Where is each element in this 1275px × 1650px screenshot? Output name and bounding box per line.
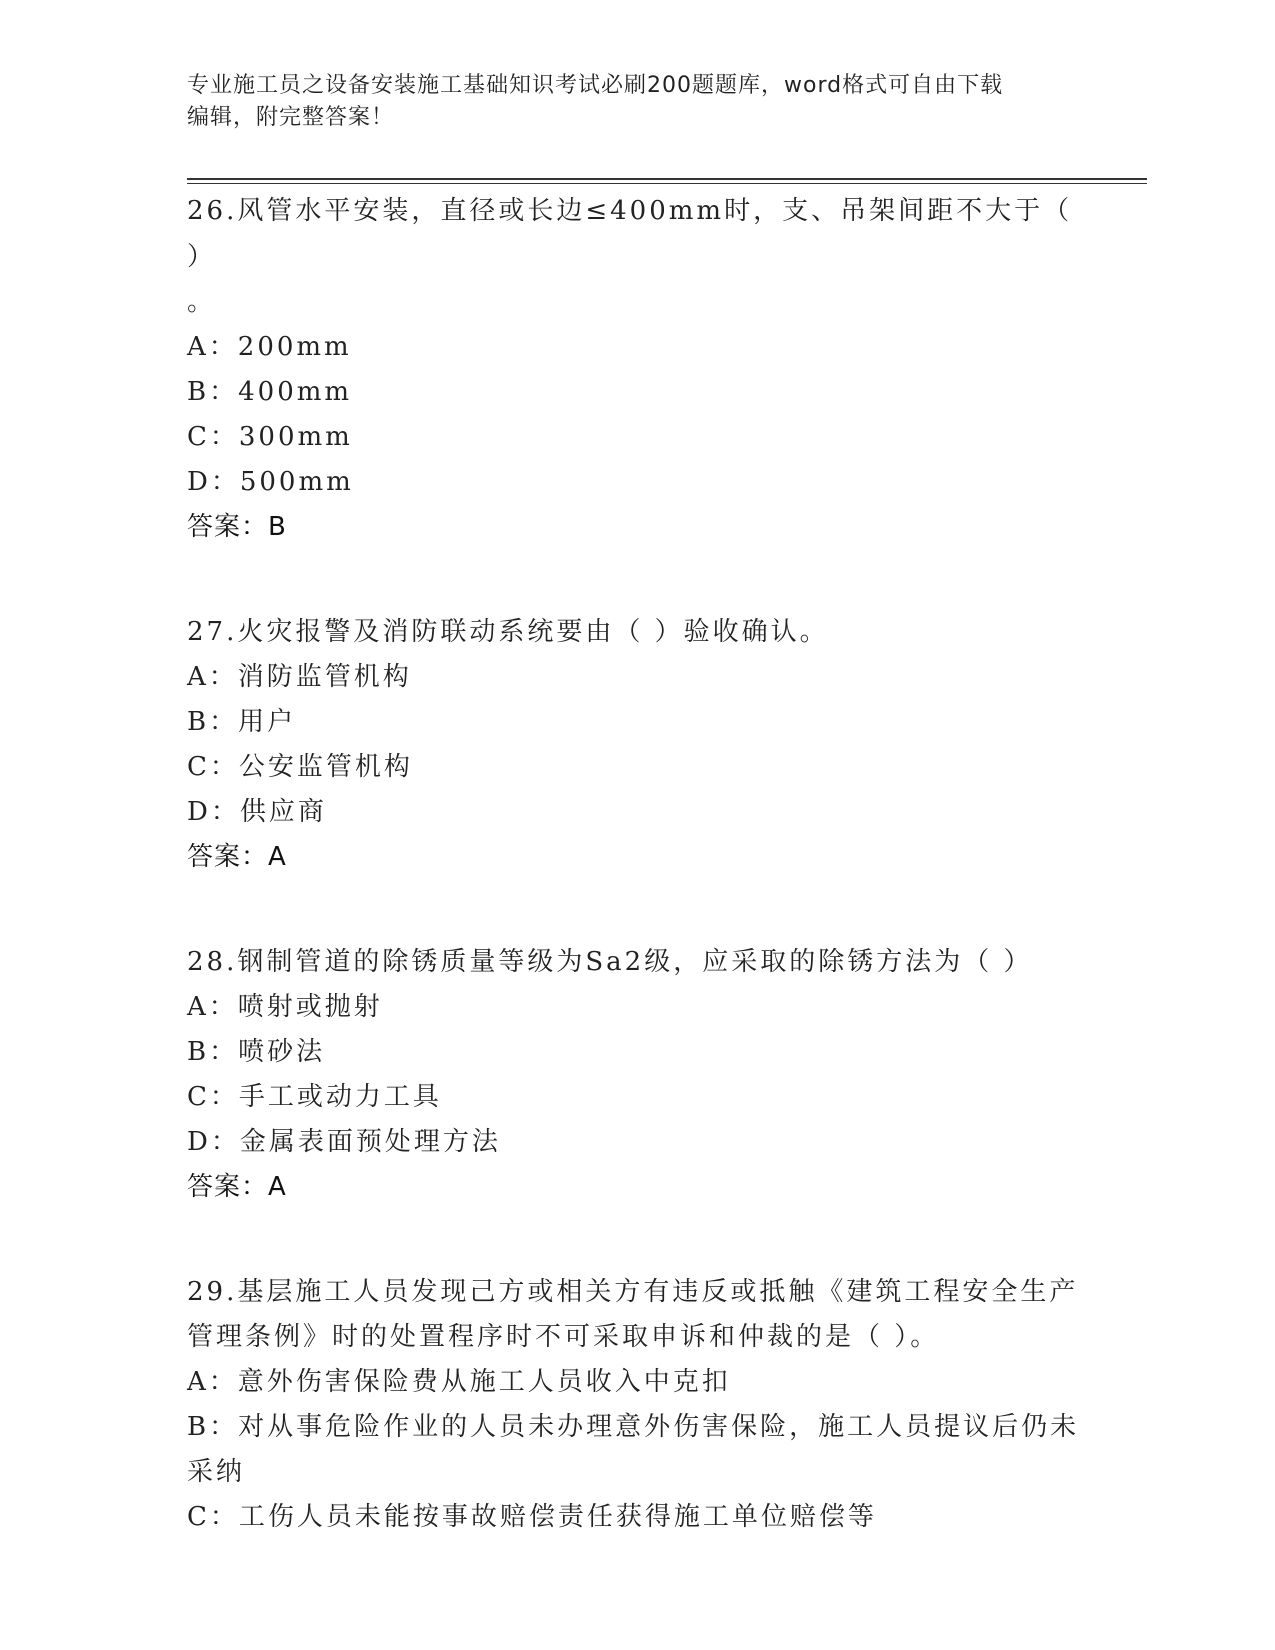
answer-line: 答案：A xyxy=(187,1172,287,1202)
option-d: D：500mm xyxy=(187,467,354,497)
answer-line: 答案：A xyxy=(187,842,287,872)
option-b: B：喷砂法 xyxy=(187,1037,326,1067)
question-stem: 29.基层施工人员发现己方或相关方有违反或抵触《建筑工程安全生产 xyxy=(187,1277,1079,1307)
option-a: A：意外伤害保险费从施工人员收入中克扣 xyxy=(187,1367,731,1397)
option-c: C：公安监管机构 xyxy=(187,752,413,782)
question-list xyxy=(187,188,1087,1540)
spacer xyxy=(187,549,1087,609)
question-stem-continued: 管理条例》时的处置程序时不可采取申诉和仲裁的是（ ）。 xyxy=(187,1322,940,1352)
option-c: C：手工或动力工具 xyxy=(187,1082,442,1112)
option-c: C：300mm xyxy=(187,422,353,452)
option-d: D：供应商 xyxy=(187,797,327,827)
question-stem: 28.钢制管道的除锈质量等级为Sa2级，应采取的除锈方法为（ ） xyxy=(187,947,1033,977)
option-b-continued: 采纳 xyxy=(187,1457,246,1487)
question-27 xyxy=(187,609,1087,879)
answer-line: 答案：B xyxy=(187,512,287,542)
header-divider-thick xyxy=(187,178,1147,180)
header-divider-thin xyxy=(187,183,1147,184)
spacer xyxy=(187,879,1087,939)
question-28 xyxy=(187,939,1087,1209)
spacer xyxy=(187,1209,1087,1269)
option-d: D：金属表面预处理方法 xyxy=(187,1127,501,1157)
option-a: A：200mm xyxy=(187,332,352,362)
question-stem-continued: 。 xyxy=(187,287,217,317)
option-b: B：400mm xyxy=(187,377,353,407)
question-stem: 26.风管水平安装，直径或长边≤400mm时，支、吊架间距不大于（ ） xyxy=(187,196,1073,272)
option-c: C：工伤人员未能按事故赔偿责任获得施工单位赔偿等 xyxy=(187,1502,877,1532)
question-29 xyxy=(187,1269,1087,1540)
option-a: A：喷射或抛射 xyxy=(187,992,383,1022)
option-b: B：用户 xyxy=(187,707,297,737)
question-26 xyxy=(187,188,1087,549)
header-line-2: 编辑，附完整答案！ xyxy=(187,105,395,130)
option-b: B：对从事危险作业的人员未办理意外伤害保险，施工人员提议后仍未 xyxy=(187,1412,1080,1442)
question-stem: 27.火灾报警及消防联动系统要由（ ）验收确认。 xyxy=(187,617,829,647)
header-line-1: 专业施工员之设备安装施工基础知识考试必刷200题题库，word格式可自由下载 xyxy=(187,73,1004,98)
option-a: A：消防监管机构 xyxy=(187,662,412,692)
document-header xyxy=(187,70,1087,134)
